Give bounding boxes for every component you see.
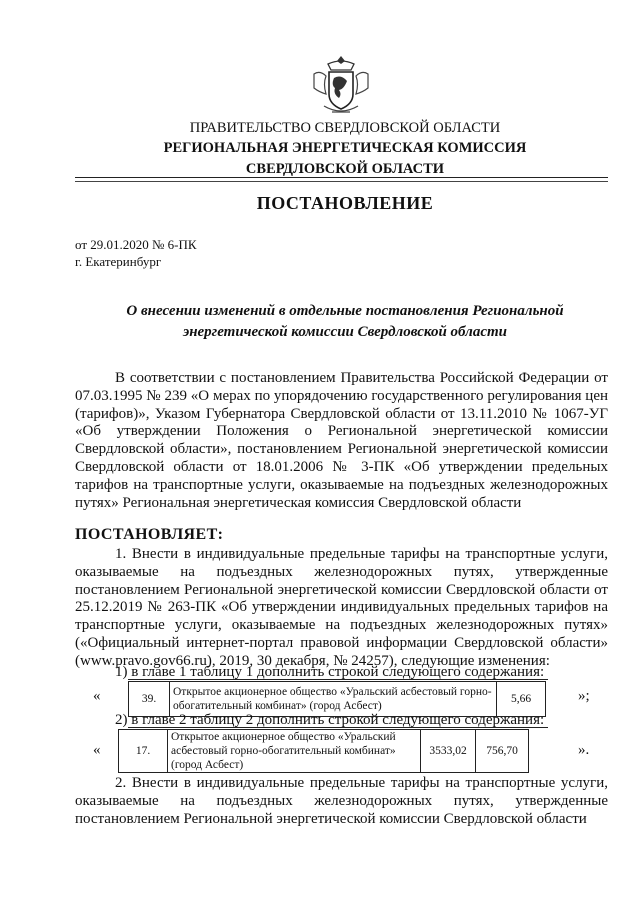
header-rule (75, 177, 608, 178)
sub-item-2-underline (128, 727, 548, 728)
document-title: ПОСТАНОВЛЕНИЕ (256, 193, 434, 213)
table1-open-quote: « (93, 688, 101, 704)
table1-value: 5,66 (497, 682, 546, 717)
commission-name-line1: РЕГИОНАЛЬНАЯ ЭНЕРГЕТИЧЕСКАЯ КОМИССИЯ (163, 140, 527, 156)
table2-num: 17. (119, 730, 168, 773)
document-date-number: от 29.01.2020 № 6-ПК (75, 237, 197, 252)
coat-of-arms-icon (310, 52, 372, 120)
table2-value1: 3533,02 (421, 730, 476, 773)
table2-close-quote: ». (578, 742, 590, 758)
table1-close-quote: »; (578, 688, 590, 704)
item-2-paragraph: 2. Внести в индивидуальные предельные тарифы на транспортные услуги, оказываемые на подъездных железнодорожных путях, утвержденные постановлением Региональной энергетической комиссии Свердловской области (75, 775, 608, 827)
table2-value2: 756,70 (476, 730, 529, 773)
sub-item-1-underline (128, 679, 548, 680)
document-city: г. Екатеринбург (75, 254, 162, 269)
header-rule-thin (75, 181, 608, 182)
commission-name-line2: СВЕРДЛОВСКОЙ ОБЛАСТИ (245, 161, 445, 177)
sub-item-2: 2) в главе 2 таблицу 2 дополнить строкой следующего содержания: (115, 712, 545, 728)
document-subject: О внесении изменений в отдельные постановления Региональной энергетической комиссии Свердловской области (126, 303, 564, 340)
resolves-heading: ПОСТАНОВЛЯЕТ: (75, 526, 224, 543)
item-1-paragraph: 1. Внести в индивидуальные предельные тарифы на транспортные услуги, оказываемые на подъездных железнодорожных путях, утвержденные постановлением Региональной энергетической комиссии Свердловской области от 25.12.2019 № 263-ПК «Об утверждении индивидуальных предельных тарифов на транспортные услуги, оказываемые на подъездных железнодорожных путях» («Официальный интернет-портал правовой информации Свердловской области» (www.pravo.gov66.ru), 2019, 30 декабря, № 24257), следующие изменения: (75, 546, 608, 669)
table2-open-quote: « (93, 742, 101, 758)
table1-org: Открытое акционерное общество «Уральский асбестовый горно-обогатительный комбинат» (город Асбест) (170, 682, 497, 717)
government-name: ПРАВИТЕЛЬСТВО СВЕРДЛОВСКОЙ ОБЛАСТИ (189, 120, 501, 136)
sub-item-1: 1) в главе 1 таблицу 1 дополнить строкой следующего содержания: (115, 664, 545, 680)
preamble-paragraph: В соответствии с постановлением Правительства Российской Федерации от 07.03.1995 № 239 «О мерах по упорядочению государственного регулирования цен (тарифов)», Указом Губернатора Свердловской области от 13.11.2010 № 1067-УГ «Об утверждении Положения о Региональной энергетической комиссии Свердловской области», постановлением Региональной энергетической комиссии Свердловской области от 18.01.2006 № 3-ПК «Об утверждении предельных тарифов на транспортные услуги, оказываемые на подъездных железнодорожных путях» Региональная энергетическая комиссия Свердловской области (75, 370, 608, 511)
table1-num: 39. (129, 682, 170, 717)
table-2-row (118, 729, 529, 773)
table2-org: Открытое акционерное общество «Уральский асбестовый горно-обогатительный комбинат» (город Асбест) (168, 730, 421, 773)
